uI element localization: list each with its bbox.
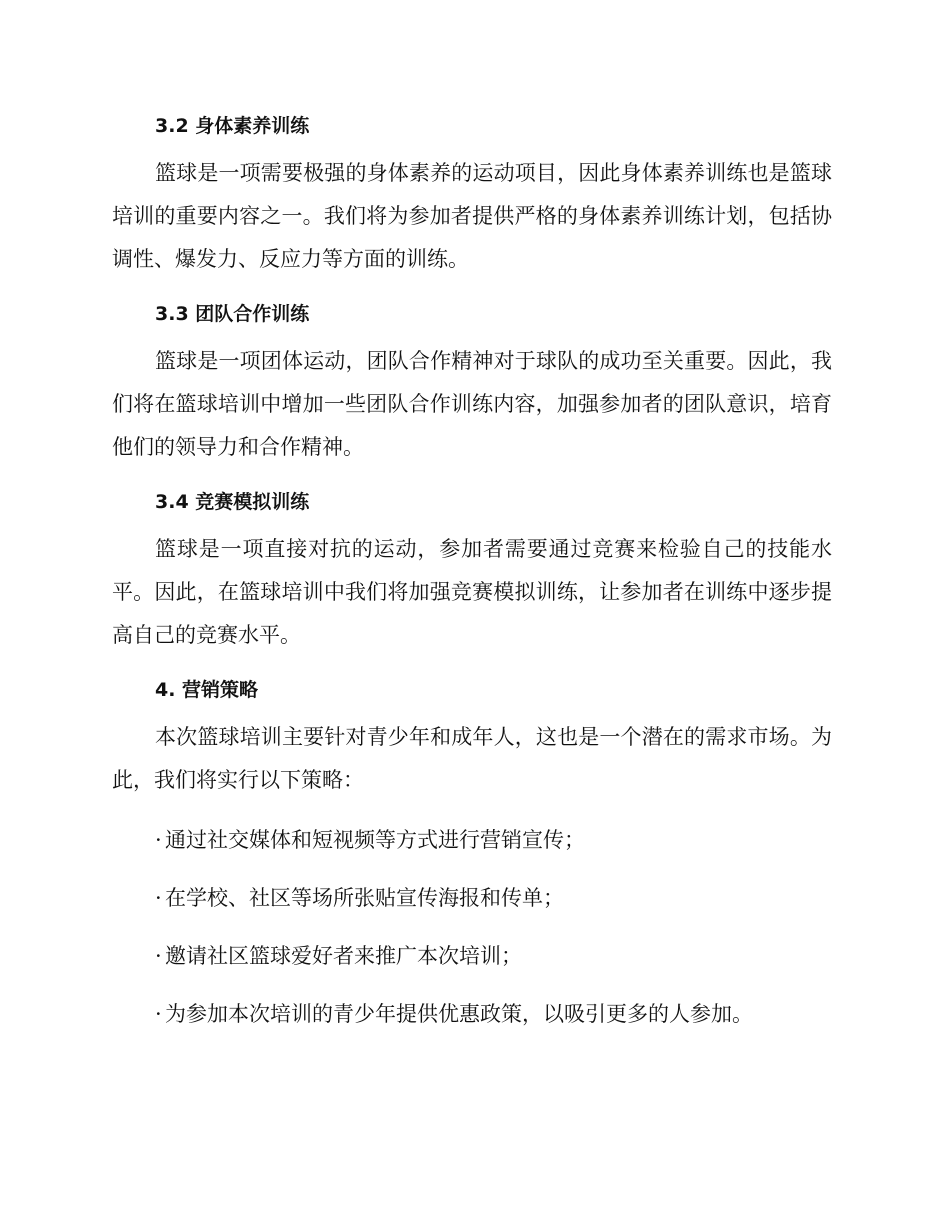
section-heading: 3.3 团队合作训练: [155, 303, 310, 325]
section-paragraph: 篮球是一项需要极强的身体素养的运动项目，因此身体素养训练也是篮球培训的重要内容之一。我们将为参加者提供严格的身体素养训练计划，包括协调性、爆发力、反应力等方面的训练。: [112, 161, 832, 271]
bullet-marker: ·: [155, 828, 162, 852]
section-heading: 3.4 竞赛模拟训练: [155, 491, 310, 513]
bullet-text: 邀请社区篮球爱好者来推广本次培训；: [165, 944, 522, 968]
section-heading: 4. 营销策略: [155, 679, 259, 701]
bullet-item: [112, 877, 832, 920]
bullet-item: [112, 819, 832, 862]
bullet-marker: ·: [155, 886, 162, 910]
bullet-item: [112, 935, 832, 978]
section-paragraph: 篮球是一项团体运动，团队合作精神对于球队的成功至关重要。因此，我们将在篮球培训中增加一些团队合作训练内容，加强参加者的团队意识，培育他们的领导力和合作精神。: [112, 349, 832, 459]
section-heading: 3.2 身体素养训练: [155, 115, 310, 137]
bullet-text: 为参加本次培训的青少年提供优惠政策，以吸引更多的人参加。: [165, 1002, 753, 1026]
document-page: [112, 110, 832, 1051]
bullet-item: [112, 993, 832, 1036]
section-paragraph: 篮球是一项直接对抗的运动，参加者需要通过竞赛来检验自己的技能水平。因此，在篮球培训中我们将加强竞赛模拟训练，让参加者在训练中逐步提高自己的竞赛水平。: [112, 537, 832, 647]
section-paragraph: 本次篮球培训主要针对青少年和成年人，这也是一个潜在的需求市场。为此，我们将实行以下策略：: [112, 725, 832, 792]
bullet-marker: ·: [155, 944, 162, 968]
bullet-text: 在学校、社区等场所张贴宣传海报和传单；: [165, 886, 564, 910]
bullet-marker: ·: [155, 1002, 162, 1026]
bullet-text: 通过社交媒体和短视频等方式进行营销宣传；: [165, 828, 585, 852]
